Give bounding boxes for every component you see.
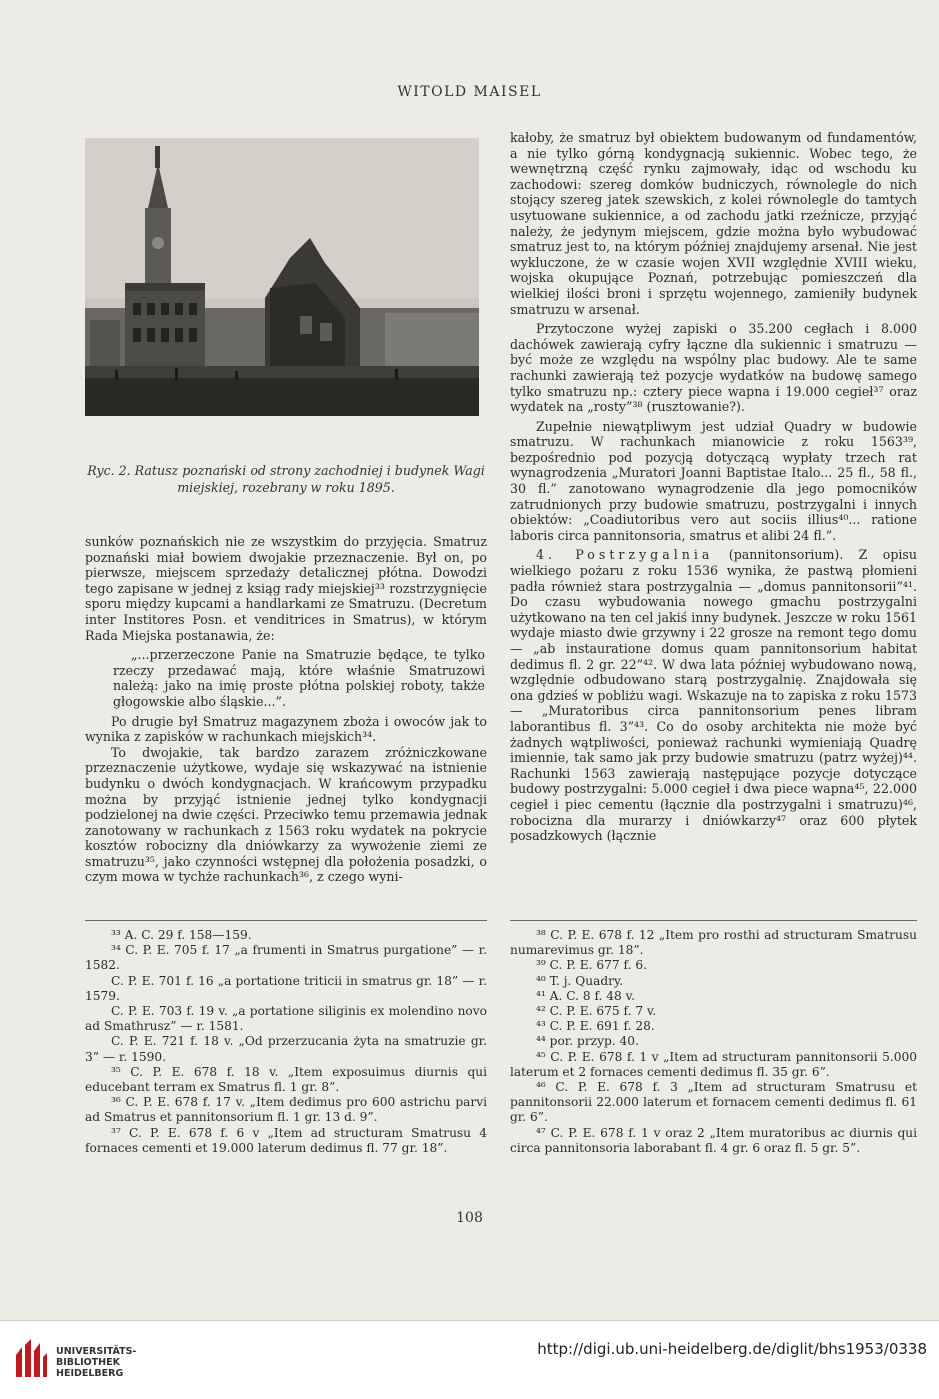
library-name-line-1: UNIVERSITÄTS- [56,1346,137,1357]
footnotes-right [510,928,917,1156]
library-name-line-3: HEIDELBERG [56,1368,124,1379]
document-url[interactable]: http://digi.ub.uni-heidelberg.de/diglit/bhs1953/0338 [537,1340,927,1358]
footnote: C. P. E. 701 f. 16 „a portatione triticii in smatrus gr. 18” — r. 1579. [85,973,487,1003]
right-paragraph-3: Zupełnie niewątpliwym jest udział Quadry w budowie smatruzu. W rachunkach mianowicie z roku 1563³⁹, bezpośrednio pod pozycją dotyczącą wypłaty trzech rat wynagrodzenia „Muratori Joanni Baptistae Italo... 25 fl., 58 fl., 30 fl.” zanotowano wynagrodzenie dla jego pomocników zatrudnionych przy budowie smatruzu, postrzygalni i innych obiektów: „Coadiutoribus vero aut sociis illius⁴⁰... ratione laboris circa pannitonsoria, smatrus et alibi 24 fl.”. [510,418,917,543]
footnote: ⁴³ C. P. E. 691 f. 28. [536,1019,655,1034]
footnote: ⁴⁴ por. przyp. 40. [536,1034,639,1049]
right-paragraph-4 [510,547,917,843]
footnote: ³⁵ C. P. E. 678 f. 18 v. „Item exposuimus diurnis qui educebant terram ex Smatrus fl. 1 gr. 8”. [85,1064,487,1095]
left-paragraph-2: Po drugie był Smatruz magazynem zboża i owoców jak to wynika z zapisków w rachunkach miejskich³⁴. [85,713,487,745]
library-footer [0,1320,939,1399]
footnote: ⁴² C. P. E. 675 f. 7 v. [536,1004,657,1019]
town-hall-photo-drawing [85,138,479,416]
footnote: ³⁹ C. P. E. 677 f. 6. [536,958,647,973]
town-hall-photo [85,138,479,416]
footnote: ³⁷ C. P. E. 678 f. 6 v „Item ad structuram Smatrusu 4 fornaces cementi et 19.000 laterum dedimus fl. 77 gr. 18”. [85,1125,487,1155]
section-heading-postrzygalnia: 4. Postrzygalnia [536,547,714,563]
right-column [510,130,917,844]
footnote: C. P. E. 721 f. 18 v. „Od przerzucania żyta na smatruzie gr. 3” — r. 1590. [85,1034,487,1064]
figure-caption: Ryc. 2. Ratusz poznański od strony zachodniej i budynek Wagi miejskiej, rozebrany w roku 1895. [87,463,485,495]
footnote: ⁴¹ A. C. 8 f. 48 v. [536,988,635,1003]
running-title: WITOLD MAISEL [397,84,542,100]
footnote-separator-left [85,920,487,921]
left-paragraph-1: sunków poznańskich nie ze wszystkim do przyjęcia. Smatruz poznański miał bowiem dwojakie przeznaczenie. Był on, po pierwsze, miejscem sprzedaży detalicznej płótna. Dowodzi tego zapisane w jednej z ksiąg rady miejskiej³³ rozstrzygnięcie sporu między kupcami a handlarkami ze Smatruzu. (Decretum inter Institores Posn. et venditrices in Smatrus), w którym Rada Miejska postanawia, że: [85,534,487,643]
footnote-separator-right [510,920,917,921]
footnote: ⁴⁰ T. j. Quadry. [536,973,624,988]
block-quote: „...przerzeczone Panie na Smatruzie będące, te tylko rzeczy przedawać mają, które właśnie Smatruzowi należą: jako na imię proste płótna polskiej roboty, także głogowskie albo śląskie...”. [113,647,485,709]
footnote: ³⁴ C. P. E. 705 f. 17 „a frumenti in Smatrus purgatione” — r. 1582. [85,943,487,973]
footnote: ⁴⁷ C. P. E. 678 f. 1 v oraz 2 „Item muratoribus ac diurnis qui circa pannitonsoria laborabant fl. 4 gr. 6 oraz fl. 5 gr. 5”. [510,1125,917,1155]
footnote: ³⁸ C. P. E. 678 f. 12 „Item pro rosthi ad structuram Smatrusu numarevimus gr. 18”. [510,928,917,958]
library-name [56,1346,136,1379]
footnote: ³³ A. C. 29 f. 158—159. [111,928,252,942]
page-number: 108 [456,1210,483,1226]
library-name-line-2: BIBLIOTHEK [56,1357,120,1368]
right-paragraph-1: kałoby, że smatruz był obiektem budowanym od fundamentów, a nie tylko górną kondygnacją sukiennic. Wobec tego, że wewnętrzną część rynku zajmowały, idąc od wschodu ku zachodowi: szereg domków budniczych, równolegle do nich stojący szereg jatek szewskich, z kolei równolegle do tamtych usytuowane sukiennice, a od zachodu jatki rzeźnicze, przyjąć należy, że jedynym miejscem, gdzie można było wybudować smatruz jest to, na którym później znajdujemy arsenał. Nie jest wykluczone, że w czasie wojen XVII względnie XVIII wieku, wojska okupujące Poznań, potrzebując pomieszczeń dla wielkiej ilości broni i sprzętu wojennego, zamieniły budynek smatruzu w arsenał. [510,130,917,317]
footnotes-left [85,928,487,1156]
left-paragraph-3: To dwojakie, tak bardzo zarazem zróżniczkowane przeznaczenie użytkowe, wydaje się wskazywać na istnienie budynku o dwóch kondygnacjach. W krańcowym przypadku można by przyjąć istnienie jednej tylko kondygnacji podzielonej na dwie części. Przeciwko temu przemawia jednak zanotowany w rachunkach z 1563 roku wydatek na pokrycie kosztów robocizny dla dniówkarzy za wywożenie ziemi ze smatruzu³⁵, jako czynności wstępnej dla położenia posadzki, o czym mowa w tychże rachunkach³⁶, z czego wyni- [85,744,487,885]
right-paragraph-4-text: (pannitonsorium). Z opisu wielkiego pożaru z roku 1536 wynika, że pastwą płomieni padła również stara postrzygalnia — „domus pannitonsorii”⁴¹. Do czasu wybudowania nowego gmachu postrzygalni użytkowano na ten cel jakiś inny budynek. Jeszcze w roku 1561 wydaje miasto dwie grzywny i 22 grosze na remont tego domu— „ab instauratione domus quam pannitonsorium habitat dedimus fl. 2 gr. 22”⁴². W dwa lata później wybudowano nową, względnie odbudowano starą postrzygalnię. Znajdowała się ona gdzieś w pobliżu wagi. Wskazuje na to zapiska z roku 1573 — „Muratoribus circa pannitonsorium penes libram laborantibus fl. 3”⁴³. Co do osoby architekta nie może być żadnych wątpliwości, ponieważ rachunki wymieniają Quadrę imiennie, tak samo jak przy budowie smatruzu (patrz wyżej)⁴⁴. Rachunki 1563 zawierają następujące pozycje dotyczące budowy postrzygalni: 5.000 cegieł i dwa piece wapna⁴⁵, 22.000 cegieł i piec cementu (łącznie dla postrzygalni i smatruzu)⁴⁶, robocizna dla murarzy i dniówkarzy⁴⁷ oraz 600 płytek posadzkowych (łącznie [510,547,917,844]
footnote: ³⁶ C. P. E. 678 f. 17 v. „Item dedimus pro 600 astrichu parvi ad Smatrus et pannitonsorium fl. 1 gr. 13 d. 9”. [85,1095,487,1125]
footnote: ⁴⁵ C. P. E. 678 f. 1 v „Item ad structuram pannitonsorii 5.000 laterum et 2 fornaces cementi dedimus fl. 35 gr. 6”. [510,1049,917,1079]
footnote: ⁴⁶ C. P. E. 678 f. 3 „Item ad structuram Smatrusu et pannitonsorii 22.000 laterum et fornacem cementi dedimus fl. 61 gr. 6”. [510,1080,917,1125]
right-paragraph-2: Przytoczone wyżej zapiski o 35.200 cegłach i 8.000 dachówek zawierają cyfry łączne dla sukiennic i smatruzu — być może ze względu na wspólny plac budowy. Ale te same rachunki zawierają też pozycje wydatków na budowę samego tylko smatruzu np.: cztery piece wapna i 19.000 cegieł³⁷ oraz wydatek na „rosty”³⁸ (rusztowanie?). [510,321,917,415]
left-column [85,534,487,885]
footnote: C. P. E. 703 f. 19 v. „a portatione siliginis ex molendino novo ad Smathrusz” — r. 1581. [85,1004,487,1034]
library-logo-icon [12,1337,50,1381]
